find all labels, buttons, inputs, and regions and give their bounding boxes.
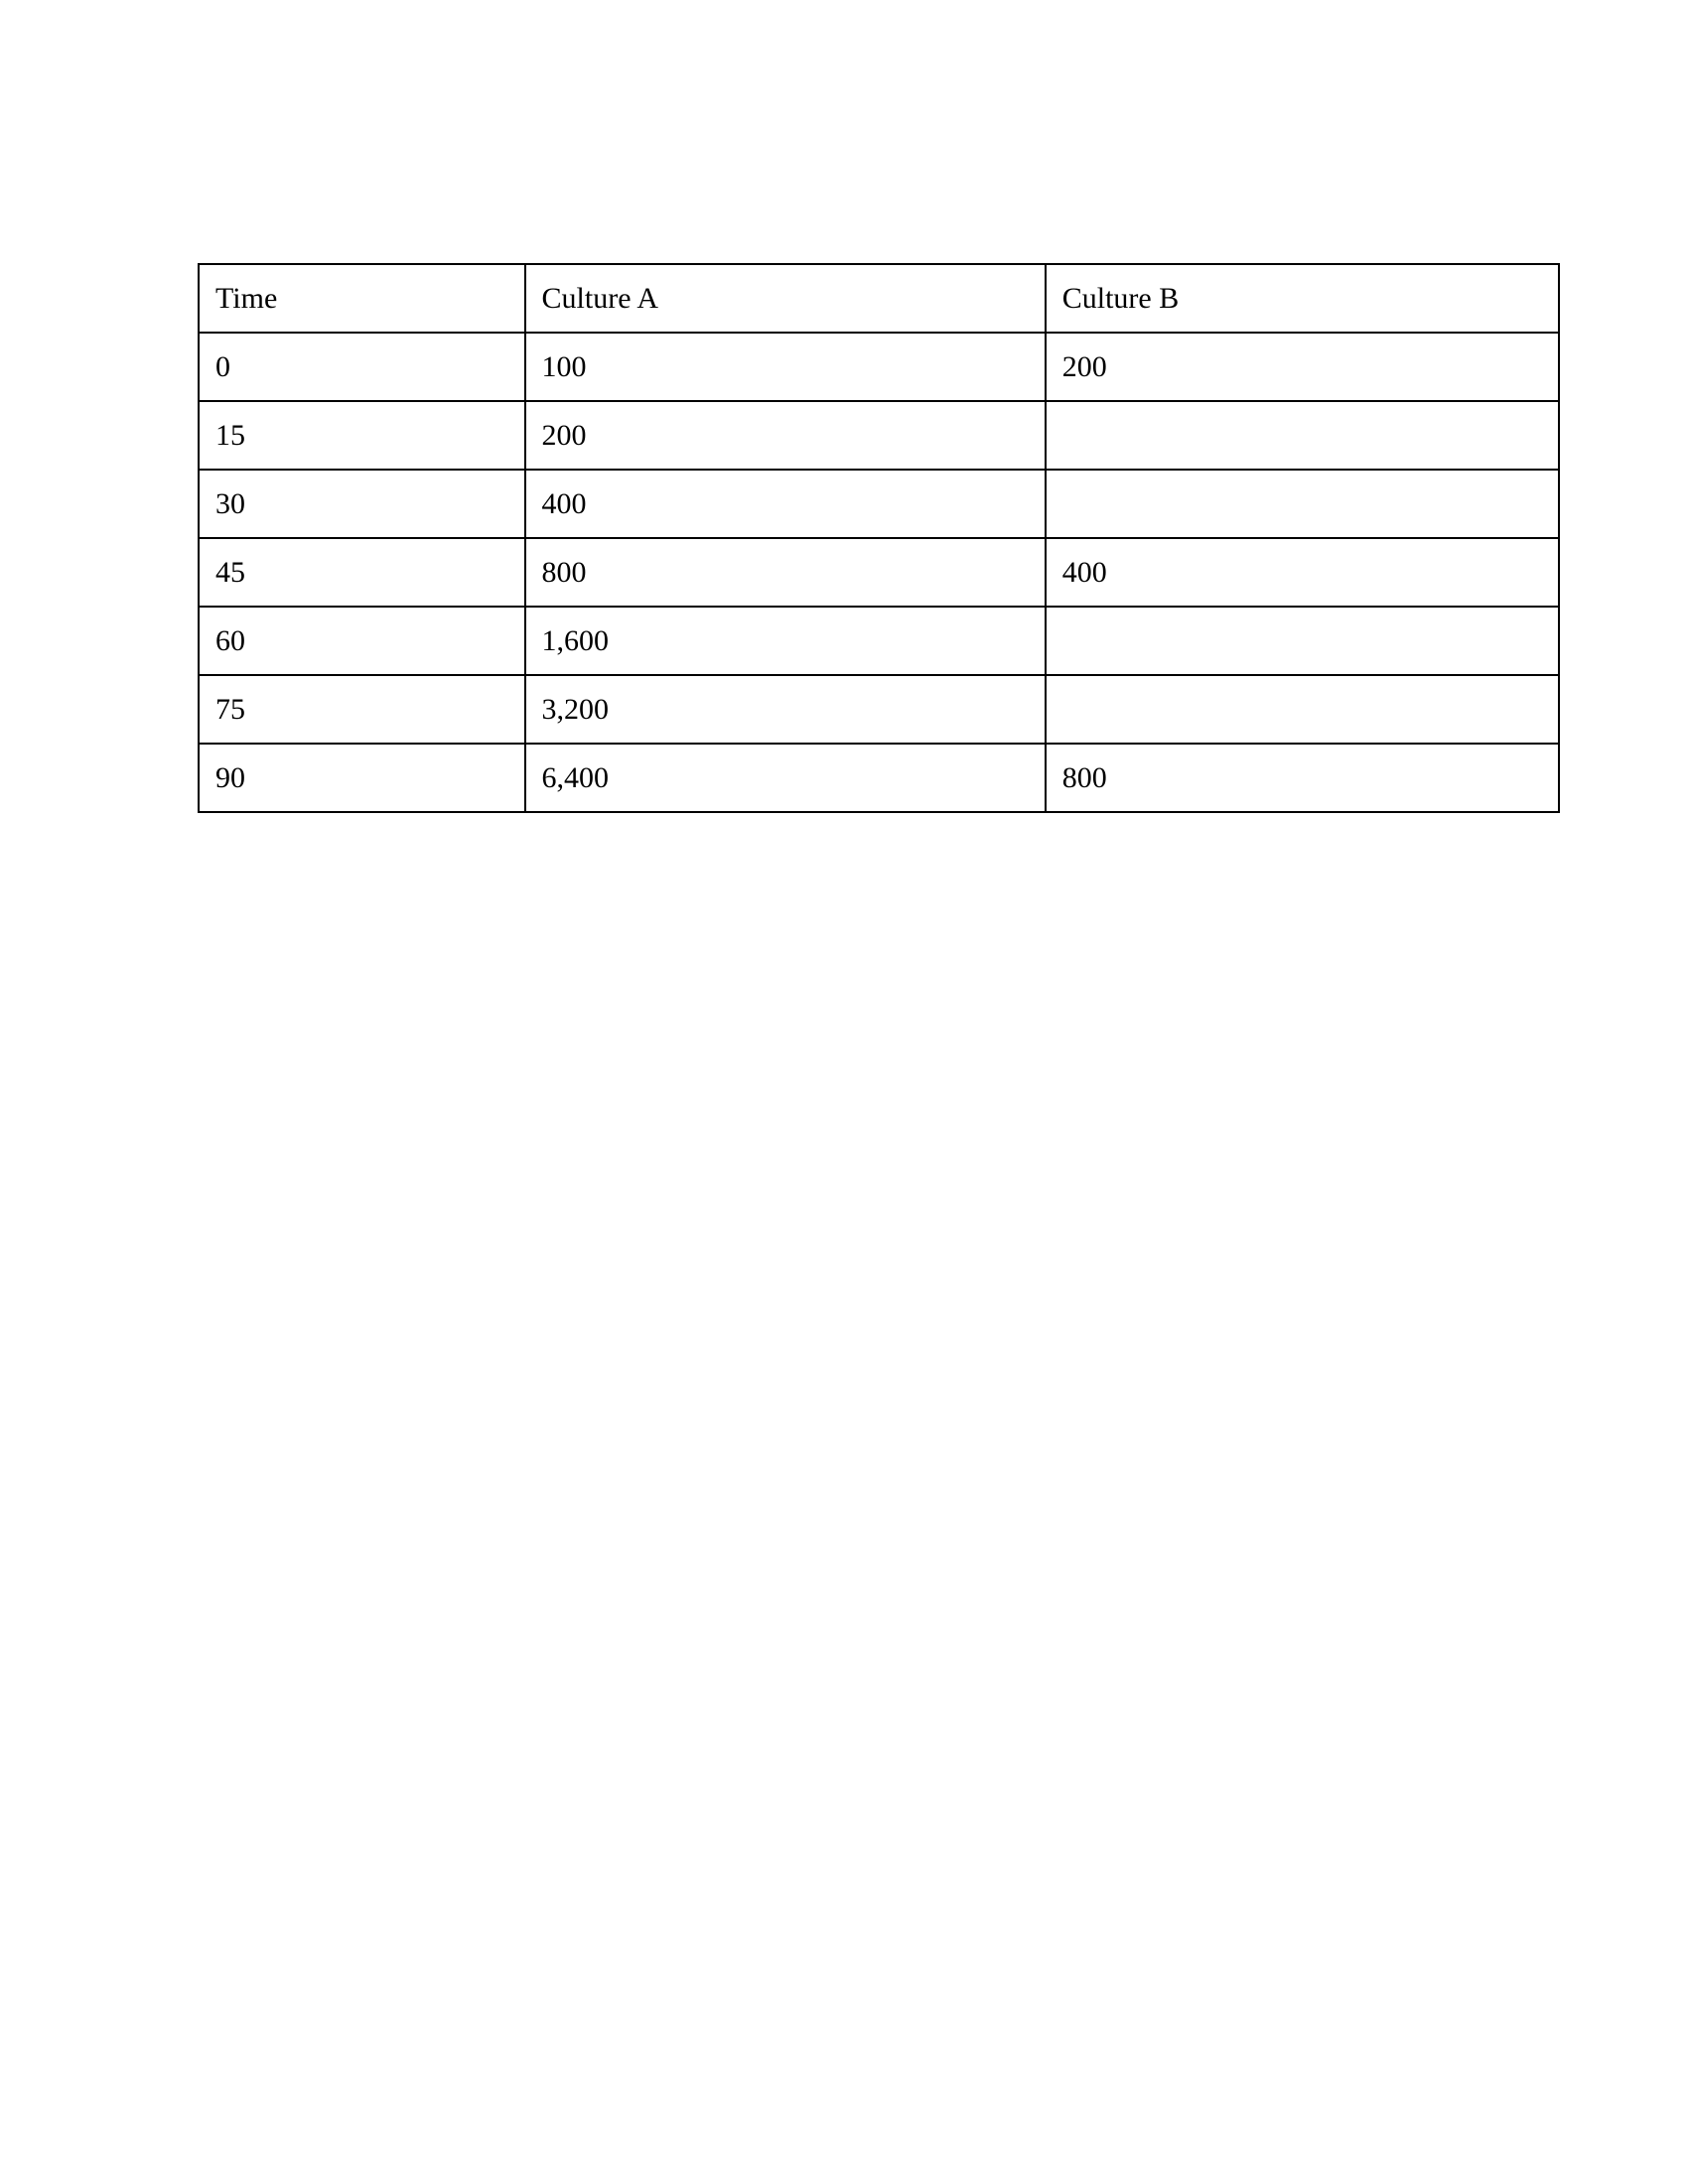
table-row [199, 744, 1559, 812]
header-culture-b: Culture B [1046, 264, 1559, 333]
culture-a-cell: 200 [525, 401, 1046, 470]
table-row [199, 607, 1559, 675]
culture-a-cell: 6,400 [525, 744, 1046, 812]
culture-b-cell [1046, 675, 1559, 744]
time-cell: 75 [199, 675, 525, 744]
culture-a-cell: 400 [525, 470, 1046, 538]
data-table [198, 263, 1560, 813]
time-cell: 60 [199, 607, 525, 675]
table-row [199, 401, 1559, 470]
culture-a-cell: 100 [525, 333, 1046, 401]
header-row [199, 264, 1559, 333]
time-cell: 0 [199, 333, 525, 401]
culture-a-cell: 3,200 [525, 675, 1046, 744]
time-cell: 15 [199, 401, 525, 470]
header-time: Time [199, 264, 525, 333]
time-cell: 90 [199, 744, 525, 812]
culture-a-cell: 1,600 [525, 607, 1046, 675]
culture-b-cell [1046, 401, 1559, 470]
time-cell: 45 [199, 538, 525, 607]
table-row [199, 470, 1559, 538]
table-row [199, 675, 1559, 744]
table-row [199, 333, 1559, 401]
time-cell: 30 [199, 470, 525, 538]
culture-b-cell: 200 [1046, 333, 1559, 401]
culture-b-cell: 400 [1046, 538, 1559, 607]
header-culture-a: Culture A [525, 264, 1046, 333]
culture-b-cell: 800 [1046, 744, 1559, 812]
culture-b-cell [1046, 470, 1559, 538]
culture-b-cell [1046, 607, 1559, 675]
table-row [199, 538, 1559, 607]
culture-a-cell: 800 [525, 538, 1046, 607]
